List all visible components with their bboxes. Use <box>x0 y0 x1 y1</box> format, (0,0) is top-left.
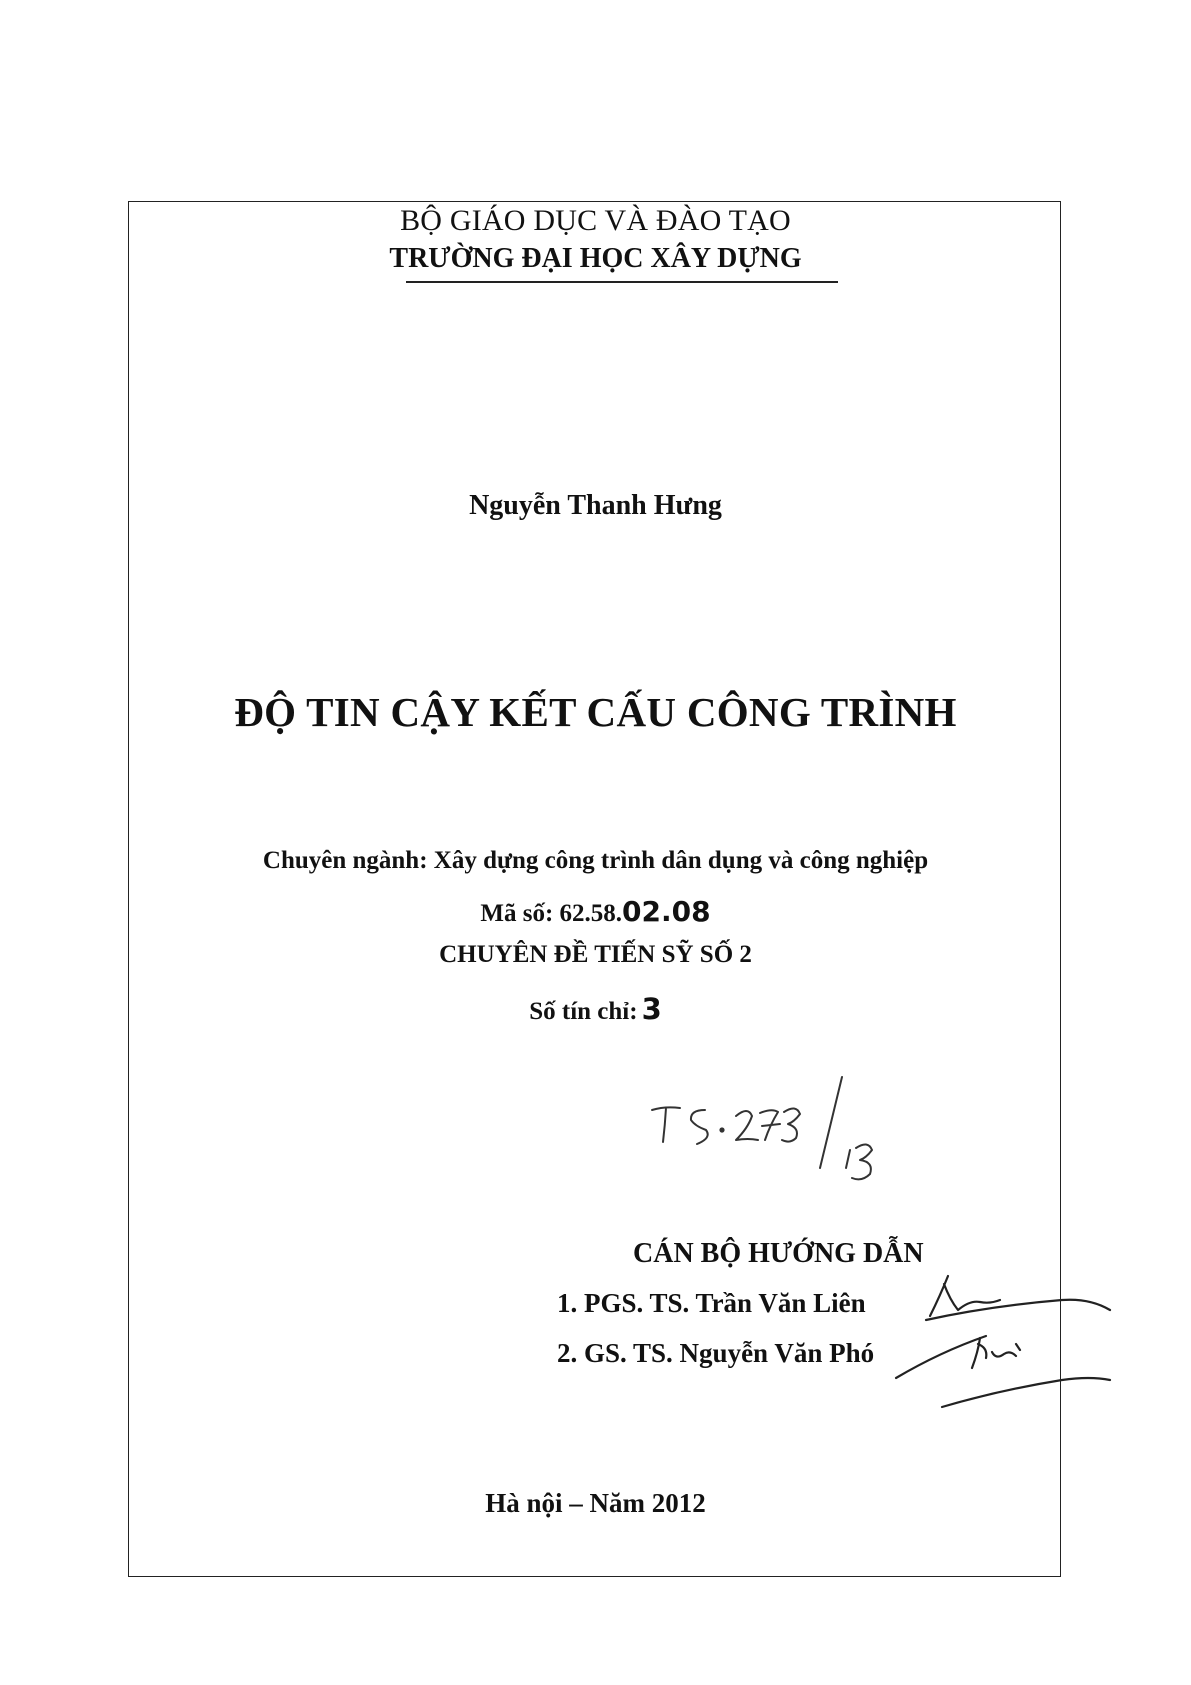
author-name: Nguyễn Thanh Hưng <box>469 490 722 521</box>
credits-handwritten-value: 3 <box>641 992 662 1026</box>
ministry-name: BỘ GIÁO DỤC VÀ ĐÀO TẠO <box>400 204 791 237</box>
supervisors-heading: CÁN BỘ HƯỚNG DẪN <box>633 1238 924 1269</box>
page-border-frame <box>128 201 1061 1577</box>
credits-label: Số tín chỉ: <box>529 998 638 1025</box>
credits-line <box>0 992 1191 1026</box>
supervisor-1: 1. PGS. TS. Trần Văn Liên <box>557 1288 866 1318</box>
place-and-year: Hà nội – Năm 2012 <box>485 1488 706 1518</box>
program-code-handwritten: 02.08 <box>622 895 711 928</box>
thesis-topic: CHUYÊN ĐỀ TIẾN SỸ SỐ 2 <box>439 941 752 968</box>
program-code-label: Mã số: 62.58. <box>480 900 623 927</box>
supervisor-2: 2. GS. TS. Nguyễn Văn Phó <box>557 1338 875 1368</box>
program-code-line <box>0 895 1191 928</box>
document-title: ĐỘ TIN CẬY KẾT CẤU CÔNG TRÌNH <box>234 689 957 735</box>
university-underline <box>406 281 838 283</box>
specialization-line: Chuyên ngành: Xây dựng công trình dân dụng và công nghiệp <box>262 847 929 874</box>
university-name: TRƯỜNG ĐẠI HỌC XÂY DỰNG <box>389 243 802 274</box>
